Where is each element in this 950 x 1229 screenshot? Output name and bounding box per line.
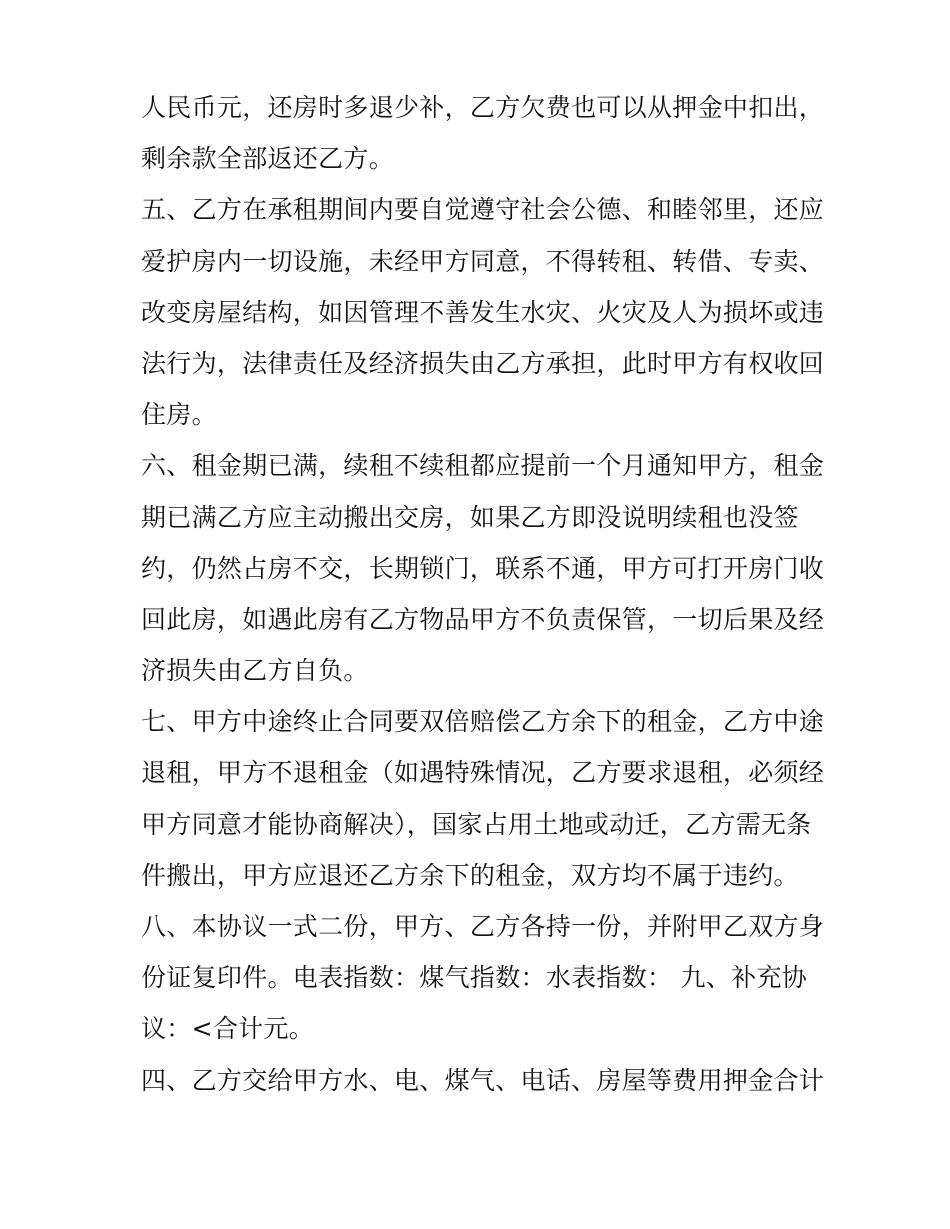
contract-text	[141, 82, 825, 1106]
text-line: 济损失由乙方自负。	[141, 656, 369, 686]
text-line: 爱护房内一切设施，未经甲方同意，不得转租、转借、专卖、	[141, 246, 825, 276]
text-line: 甲方同意才能协商解决），国家占用土地或动迁，乙方需无条	[141, 809, 812, 839]
text-line: 约，仍然占房不交，长期锁门，联系不通，甲方可打开房门收	[141, 553, 825, 583]
text-line: 人民币元，还房时多退少补，乙方欠费也可以从押金中扣出，	[141, 93, 825, 122]
text-line: 剩余款全部返还乙方。	[141, 144, 395, 174]
text-line: 七、甲方中途终止合同要双倍赔偿乙方余下的租金，乙方中途	[141, 707, 825, 737]
text-line: 法行为，法律责任及经济损失由乙方承担，此时甲方有权收回	[141, 348, 825, 378]
text-line: 改变房屋结构，如因管理不善发生水灾、火灾及人为损坏或违	[141, 297, 825, 327]
text-line: 八、本协议一式二份，甲方、乙方各持一份，并附甲乙双方身	[141, 912, 825, 941]
text-line: 期已满乙方应主动搬出交房，如果乙方即没说明续租也没签	[141, 502, 799, 532]
text-line: 六、租金期已满，续租不续租都应提前一个月通知甲方，租金	[141, 451, 825, 481]
text-line: 议：<合计元。	[141, 1014, 315, 1044]
text-line: 退租，甲方不退租金（如遇特殊情况，乙方要求退租，必须经	[141, 758, 825, 788]
text-line: 份证复印件。电表指数：煤气指数：水表指数： 九、补充协	[141, 963, 808, 993]
text-line: 件搬出，甲方应退还乙方余下的租金，双方均不属于违约。	[141, 860, 799, 890]
text-line: 住房。	[141, 400, 217, 430]
text-line: 回此房，如遇此房有乙方物品甲方不负责保管，一切后果及经	[141, 604, 825, 634]
text-line: 五、乙方在承租期间内要自觉遵守社会公德、和睦邻里，还应	[141, 195, 825, 225]
text-line: 四、乙方交给甲方水、电、煤气、电话、房屋等费用押金合计	[141, 1065, 825, 1095]
